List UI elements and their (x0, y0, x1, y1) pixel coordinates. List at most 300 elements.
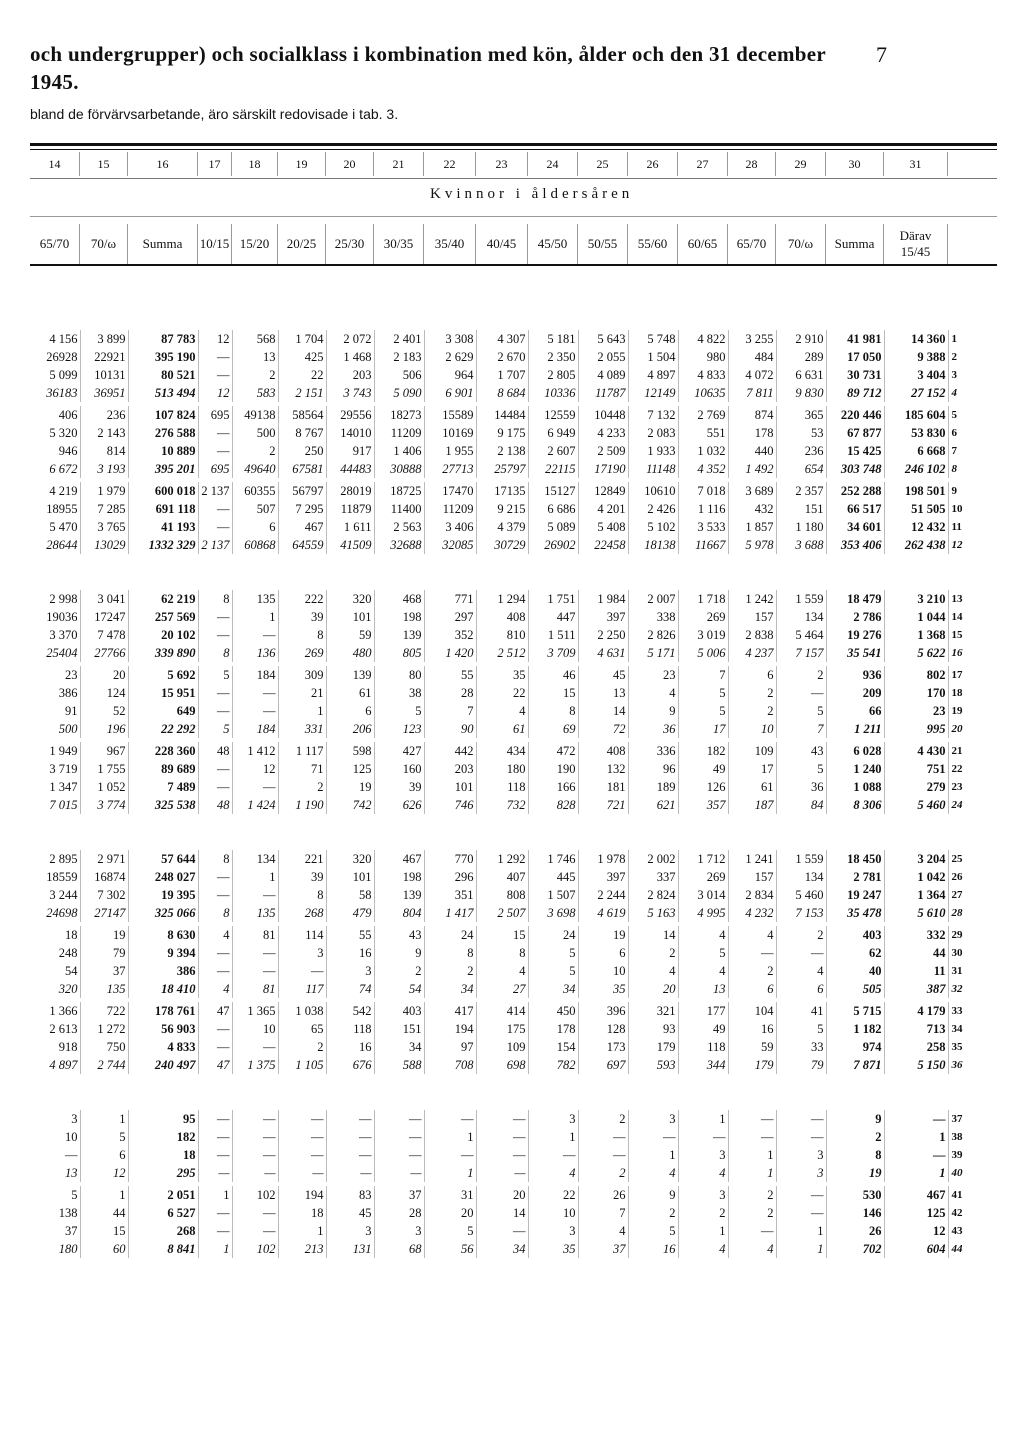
table-cell: — (198, 962, 232, 980)
row-number: 13 (951, 593, 963, 605)
table-row (30, 348, 997, 366)
table-row (30, 590, 997, 608)
table-cell: 18 (128, 1146, 198, 1164)
row-number: 16 (951, 647, 963, 659)
table-cell: 18273 (374, 406, 424, 424)
table-cell: 995 (884, 720, 948, 738)
table-cell: 14484 (476, 406, 528, 424)
table-row (30, 886, 997, 904)
column-label-15: 65/70 (728, 224, 776, 264)
header-bottom-rule (30, 264, 997, 266)
table-cell: — (232, 1204, 278, 1222)
table-cell: 4 (528, 1164, 578, 1182)
table-cell: 344 (678, 1056, 728, 1074)
table-cell: — (884, 1146, 948, 1164)
table-cell: 15127 (528, 482, 578, 500)
table-row (30, 1020, 997, 1038)
table-cell: 397 (578, 868, 628, 886)
table-cell: 974 (826, 1038, 884, 1056)
table-cell: 124 (80, 684, 128, 702)
table-cell: 10 (528, 1204, 578, 1222)
table-cell: 5 (776, 760, 826, 778)
table-cell: 2 507 (476, 904, 528, 922)
spacer-cell (30, 814, 997, 850)
table-cell: 29556 (326, 406, 374, 424)
column-number-17: 30 (826, 152, 884, 176)
table-cell: 4 232 (728, 904, 776, 922)
table-cell: 4 897 (628, 366, 678, 384)
table-cell: 5 099 (30, 366, 80, 384)
table-cell: 72 (578, 720, 628, 738)
column-number-6: 19 (278, 152, 326, 176)
table-cell: 10635 (678, 384, 728, 402)
table-cell: 12 (80, 1164, 128, 1182)
row-number: 19 (951, 705, 963, 717)
table-cell: 1 559 (776, 850, 826, 868)
table-cell: 946 (30, 442, 80, 460)
table-cell: 568 (232, 330, 278, 348)
table-cell: 3 743 (326, 384, 374, 402)
table-cell: 4 (728, 926, 776, 944)
table-cell: 1 (232, 608, 278, 626)
table-cell: 240 497 (128, 1056, 198, 1074)
table-cell: 4 (198, 926, 232, 944)
table-cell: 160 (374, 760, 424, 778)
table-cell: 134 (776, 868, 826, 886)
table-row (30, 1186, 997, 1204)
table-cell: 35 (476, 666, 528, 684)
table-cell: 1 755 (80, 760, 128, 778)
table-cell: 3 899 (80, 330, 128, 348)
row-number: 18 (951, 687, 963, 699)
table-cell: 751 (884, 760, 948, 778)
table-cell: — (198, 1222, 232, 1240)
table-cell: 56 903 (128, 1020, 198, 1038)
table-cell: 10 (728, 720, 776, 738)
table-cell: 1 042 (884, 868, 948, 886)
table-cell: 2 (424, 962, 476, 980)
table-cell: 3 041 (80, 590, 128, 608)
column-label-11: 45/50 (528, 224, 578, 264)
table-cell: 53 (776, 424, 826, 442)
table-cell: 530 (826, 1186, 884, 1204)
table-cell: 6 672 (30, 460, 80, 478)
table-cell: 16 (326, 944, 374, 962)
table-cell: 138 (30, 1204, 80, 1222)
table-row (30, 482, 997, 500)
table-row (30, 644, 997, 662)
table-cell: 5 692 (128, 666, 198, 684)
table-cell: 1 468 (326, 348, 374, 366)
row-number: 22 (951, 763, 963, 775)
table-cell: 2 838 (728, 626, 776, 644)
top-rule-thin (30, 149, 997, 150)
table-cell: 722 (80, 1002, 128, 1020)
table-cell: 269 (278, 644, 326, 662)
table-row (30, 980, 997, 998)
table-cell: 36951 (80, 384, 128, 402)
table-cell: 151 (374, 1020, 424, 1038)
table-cell: 600 018 (128, 482, 198, 500)
table-cell: 16 (728, 1020, 776, 1038)
table-cell: 1 (728, 1146, 776, 1164)
column-group-banner: Kvinnor i åldersåren (430, 186, 634, 202)
table-cell: 1 052 (80, 778, 128, 796)
table-cell: 403 (374, 1002, 424, 1020)
table-row (30, 760, 997, 778)
table-cell: 58564 (278, 406, 326, 424)
table-cell: 5 470 (30, 518, 80, 536)
table-cell: 802 (884, 666, 948, 684)
table-cell: 56 (424, 1240, 476, 1258)
table-cell: 828 (528, 796, 578, 814)
table-cell: 45 (578, 666, 628, 684)
table-row (30, 460, 997, 478)
table-cell: 3 193 (80, 460, 128, 478)
table-cell: 6 (578, 944, 628, 962)
table-cell: 5 748 (628, 330, 678, 348)
table-cell: 56797 (278, 482, 326, 500)
table-cell: 4 430 (884, 742, 948, 760)
table-cell: 24 (424, 926, 476, 944)
table-cell: — (776, 1204, 826, 1222)
table-cell: 15 951 (128, 684, 198, 702)
table-cell: 8 (198, 904, 232, 922)
table-row (30, 1056, 997, 1074)
row-number: 30 (951, 947, 963, 959)
table-cell: 46 (528, 666, 578, 684)
table-cell: 4 179 (884, 1002, 948, 1020)
table-cell: 190 (528, 760, 578, 778)
table-cell: 65 (278, 1020, 326, 1038)
table-cell: 246 102 (884, 460, 948, 478)
table-cell: 480 (326, 644, 374, 662)
table-cell: 196 (80, 720, 128, 738)
table-cell: 157 (728, 868, 776, 886)
column-label-1: 65/70 (30, 224, 80, 264)
table-cell: 6 527 (128, 1204, 198, 1222)
table-cell: 87 783 (128, 330, 198, 348)
table-cell: 1 (424, 1164, 476, 1182)
table-cell: — (232, 1110, 278, 1128)
table-row (30, 500, 997, 518)
table-cell: 135 (232, 904, 278, 922)
table-cell: 1 117 (278, 742, 326, 760)
table-cell: 15 (80, 1222, 128, 1240)
table-cell: 5 622 (884, 644, 948, 662)
table-cell: 1 375 (232, 1056, 278, 1074)
table-cell: 10 (30, 1128, 80, 1146)
table-cell: 181 (578, 778, 628, 796)
table-cell: 1 406 (374, 442, 424, 460)
table-cell: 19 (80, 926, 128, 944)
table-cell: 7 302 (80, 886, 128, 904)
table-cell: 134 (776, 608, 826, 626)
row-number: 11 (951, 521, 962, 533)
table-cell: 47 (198, 1002, 232, 1020)
table-cell: 2 (826, 1128, 884, 1146)
table-cell: 18 (278, 1204, 326, 1222)
table-cell: 41 981 (826, 330, 884, 348)
table-cell: 1 (232, 868, 278, 886)
table-cell: 12 (198, 384, 232, 402)
table-cell: 9 830 (776, 384, 826, 402)
table-cell: — (232, 886, 278, 904)
table-row (30, 904, 997, 922)
table-cell: 445 (528, 868, 578, 886)
table-cell: 397 (578, 608, 628, 626)
table-cell: 917 (326, 442, 374, 460)
table-row (30, 1146, 997, 1164)
table-cell: 695 (198, 460, 232, 478)
table-cell: 80 (374, 666, 424, 684)
table-cell: 4 (678, 1240, 728, 1258)
table-cell: 1 294 (476, 590, 528, 608)
table-cell: 18 450 (826, 850, 884, 868)
table-cell: 697 (578, 1056, 628, 1074)
table-cell: 36 (628, 720, 678, 738)
table-cell: 2 350 (528, 348, 578, 366)
table-cell: 4 379 (476, 518, 528, 536)
table-cell: 9 (628, 702, 678, 720)
table-cell: 1 (776, 1222, 826, 1240)
table-cell: 18 479 (826, 590, 884, 608)
table-cell: 336 (628, 742, 678, 760)
table-cell: 3 765 (80, 518, 128, 536)
table-cell: 128 (578, 1020, 628, 1038)
table-cell: 4 219 (30, 482, 80, 500)
table-cell: — (728, 1128, 776, 1146)
table-cell: 7 153 (776, 904, 826, 922)
table-cell: 598 (326, 742, 374, 760)
table-cell: — (232, 944, 278, 962)
table-cell: 118 (326, 1020, 374, 1038)
table-cell: 5 (776, 702, 826, 720)
table-row (30, 424, 997, 442)
table-cell: 179 (628, 1038, 678, 1056)
column-label-7: 25/30 (326, 224, 374, 264)
table-cell: 12 (884, 1222, 948, 1240)
table-cell: 414 (476, 1002, 528, 1020)
table-cell: 44 (884, 944, 948, 962)
table-cell: 3 014 (678, 886, 728, 904)
table-cell: 320 (326, 850, 374, 868)
table-cell: 2 826 (628, 626, 678, 644)
table-cell: 19 276 (826, 626, 884, 644)
table-cell: 90 (424, 720, 476, 738)
table-cell: 6 (326, 702, 374, 720)
table-cell: 30888 (374, 460, 424, 478)
table-cell: 4 (578, 1222, 628, 1240)
banner-rule (30, 216, 997, 217)
table-cell: 2 (232, 442, 278, 460)
table-cell: 7 871 (826, 1056, 884, 1074)
table-cell: 7 (776, 720, 826, 738)
table-cell: — (728, 1110, 776, 1128)
table-cell: — (198, 348, 232, 366)
table-cell: 7 157 (776, 644, 826, 662)
table-cell: 32085 (424, 536, 476, 554)
table-cell: 4 897 (30, 1056, 80, 1074)
table-cell: 5 090 (374, 384, 424, 402)
table-row (30, 720, 997, 738)
row-number: 32 (951, 983, 963, 995)
table-cell: 30 731 (826, 366, 884, 384)
table-cell: 4 352 (678, 460, 728, 478)
table-cell: 10610 (628, 482, 678, 500)
table-cell: 18725 (374, 482, 424, 500)
table-cell: 59 (728, 1038, 776, 1056)
table-cell: 2 769 (678, 406, 728, 424)
table-cell: 2 357 (776, 482, 826, 500)
table-cell: — (776, 1186, 826, 1204)
table-cell: 353 406 (826, 536, 884, 554)
table-cell: 21 (278, 684, 326, 702)
table-cell: 123 (374, 720, 424, 738)
table-cell: 79 (80, 944, 128, 962)
table-cell: 1 (628, 1146, 678, 1164)
table-cell: 268 (128, 1222, 198, 1240)
table-cell: 9 (628, 1186, 678, 1204)
table-cell: 1 718 (678, 590, 728, 608)
table-cell: 184 (232, 666, 278, 684)
table-cell: 7 811 (728, 384, 776, 402)
row-number: 20 (951, 723, 963, 735)
table-cell: 114 (278, 926, 326, 944)
table-cell: 10336 (528, 384, 578, 402)
table-cell: 26902 (528, 536, 578, 554)
table-cell: 2 824 (628, 886, 678, 904)
table-cell: 173 (578, 1038, 628, 1056)
table-cell: 178 (728, 424, 776, 442)
table-cell: 5 171 (628, 644, 678, 662)
table-cell: 209 (826, 684, 884, 702)
table-cell: 83 (326, 1186, 374, 1204)
table-cell: 676 (326, 1056, 374, 1074)
page-title: och undergrupper) och socialklass i kombination med kön, ålder och den 31 december 1945. (30, 42, 826, 94)
table-row (30, 442, 997, 460)
table-cell: 1 105 (278, 1056, 326, 1074)
table-cell: 34 601 (826, 518, 884, 536)
table-cell: 2 (628, 944, 678, 962)
table-cell: 146 (826, 1204, 884, 1222)
table-cell: 467 (374, 850, 424, 868)
table-cell: 139 (374, 886, 424, 904)
table-cell: 269 (678, 608, 728, 626)
table-cell: 3 (278, 944, 326, 962)
table-cell: — (278, 1146, 326, 1164)
table-cell: — (198, 1146, 232, 1164)
table-cell: 1332 329 (128, 536, 198, 554)
column-label-9: 35/40 (424, 224, 476, 264)
row-number: 38 (951, 1131, 963, 1143)
column-number-8: 21 (374, 152, 424, 176)
table-cell: 7 (424, 702, 476, 720)
table-cell: 118 (476, 778, 528, 796)
table-cell: 18 410 (128, 980, 198, 998)
table-cell: 34 (424, 980, 476, 998)
table-cell: 9 394 (128, 944, 198, 962)
table-cell: 23 (628, 666, 678, 684)
column-number-18: 31 (884, 152, 948, 176)
table-cell: 49640 (232, 460, 278, 478)
table-cell: 16 (628, 1240, 678, 1258)
table-cell: 3 (30, 1110, 80, 1128)
table-cell: — (476, 1146, 528, 1164)
table-cell: 101 (326, 868, 374, 886)
table-cell: 352 (424, 626, 476, 644)
table-cell: 37 (30, 1222, 80, 1240)
table-cell: 395 190 (128, 348, 198, 366)
group-spacer (30, 814, 997, 850)
table-cell: 6 949 (528, 424, 578, 442)
table-cell: 782 (528, 1056, 578, 1074)
table-cell: 2 401 (374, 330, 424, 348)
table-cell: 4 089 (578, 366, 628, 384)
table-cell: 2 138 (476, 442, 528, 460)
table-cell: 221 (278, 850, 326, 868)
table-cell: — (528, 1146, 578, 1164)
table-cell: 918 (30, 1038, 80, 1056)
table-cell: 9 388 (884, 348, 948, 366)
table-cell: 2 (278, 1038, 326, 1056)
table-cell: 2 629 (424, 348, 476, 366)
table-cell: 10448 (578, 406, 628, 424)
table-cell: 1 412 (232, 742, 278, 760)
table-cell: 427 (374, 742, 424, 760)
table-cell: 17 (678, 720, 728, 738)
table-cell: 698 (476, 1056, 528, 1074)
table-cell: 365 (776, 406, 826, 424)
table-row (30, 330, 997, 348)
table-cell: — (232, 1222, 278, 1240)
table-cell: 5 (678, 702, 728, 720)
table-cell: 3 (776, 1164, 826, 1182)
table-cell: 13 (232, 348, 278, 366)
table-cell: 45 (326, 1204, 374, 1222)
table-cell: 654 (776, 460, 826, 478)
table-cell: 248 (30, 944, 80, 962)
table-cell: 742 (326, 796, 374, 814)
table-cell: 31 (424, 1186, 476, 1204)
table-cell: 6 (728, 980, 776, 998)
table-cell: 236 (776, 442, 826, 460)
table-cell: 1 492 (728, 460, 776, 478)
table-cell: 1 746 (528, 850, 578, 868)
table-cell: 28019 (326, 482, 374, 500)
table-cell: 4 233 (578, 424, 628, 442)
table-cell: — (198, 626, 232, 644)
table-cell: 3 688 (776, 536, 826, 554)
table-cell: 20 (628, 980, 678, 998)
table-cell: 11 (884, 962, 948, 980)
table-cell: 40 (826, 962, 884, 980)
table-cell: — (476, 1128, 528, 1146)
table-cell: 81 (232, 980, 278, 998)
table-cell: 4 833 (128, 1038, 198, 1056)
table-cell: — (424, 1110, 476, 1128)
table-cell: 198 (374, 868, 424, 886)
table-cell: — (678, 1128, 728, 1146)
table-cell: 1 116 (678, 500, 728, 518)
table-cell: — (232, 962, 278, 980)
table-cell: — (578, 1128, 628, 1146)
table-cell: 151 (776, 500, 826, 518)
table-cell: 395 201 (128, 460, 198, 478)
table-cell: 41509 (326, 536, 374, 554)
table-cell: 1 507 (528, 886, 578, 904)
table-cell: 66 (826, 702, 884, 720)
